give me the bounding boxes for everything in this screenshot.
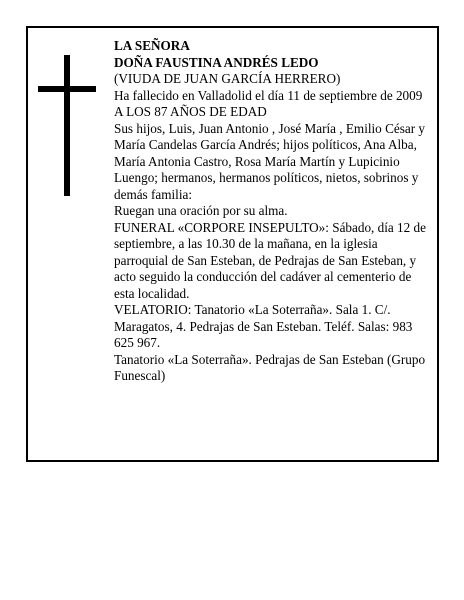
cross-horizontal-bar bbox=[38, 86, 96, 92]
prayer-line: Ruegan una oración por su alma. bbox=[114, 203, 288, 218]
cross-vertical-bar bbox=[64, 55, 70, 196]
wake-paragraph: VELATORIO: Tanatorio «La Soterraña». Sala 1. C/. Maragatos, 4. Pedrajas de San Esteban. Teléf. Salas: 983 625 967. bbox=[114, 302, 413, 350]
age-line: A LOS 87 AÑOS DE EDAD bbox=[114, 104, 267, 119]
family-paragraph: Sus hijos, Luis, Juan Antonio , José María , Emilio César y María Candelas García Andrés; hijos políticos, Ana Alba, María Antonia Castro, Rosa María Martín y Lupicinio Luengo; hermanos, hermanos políticos, nietos, sobrinos y demás familia: bbox=[114, 120, 425, 202]
deceased-date-line: Ha fallecido en Valladolid el día 11 de septiembre de 2009 bbox=[114, 87, 423, 103]
obituary-text bbox=[114, 38, 434, 385]
funeral-home-paragraph: Tanatorio «La Soterraña». Pedrajas de San Esteban (Grupo Funescal) bbox=[114, 351, 426, 383]
funeral-paragraph: FUNERAL «CORPORE INSEPULTO»: Sábado, día 12 de septiembre, a las 10.30 de la mañana, en la iglesia parroquial de San Esteban, de Pedrajas de San Esteban, y acto seguido la conducción del cadáver al cementerio de esta localidad. bbox=[114, 219, 426, 301]
title-line-1: LA SEÑORA bbox=[114, 38, 190, 53]
deceased-name: DOÑA FAUSTINA ANDRÉS LEDO bbox=[114, 54, 319, 70]
widow-line: (VIUDA DE JUAN GARCÍA HERRERO) bbox=[114, 71, 341, 86]
